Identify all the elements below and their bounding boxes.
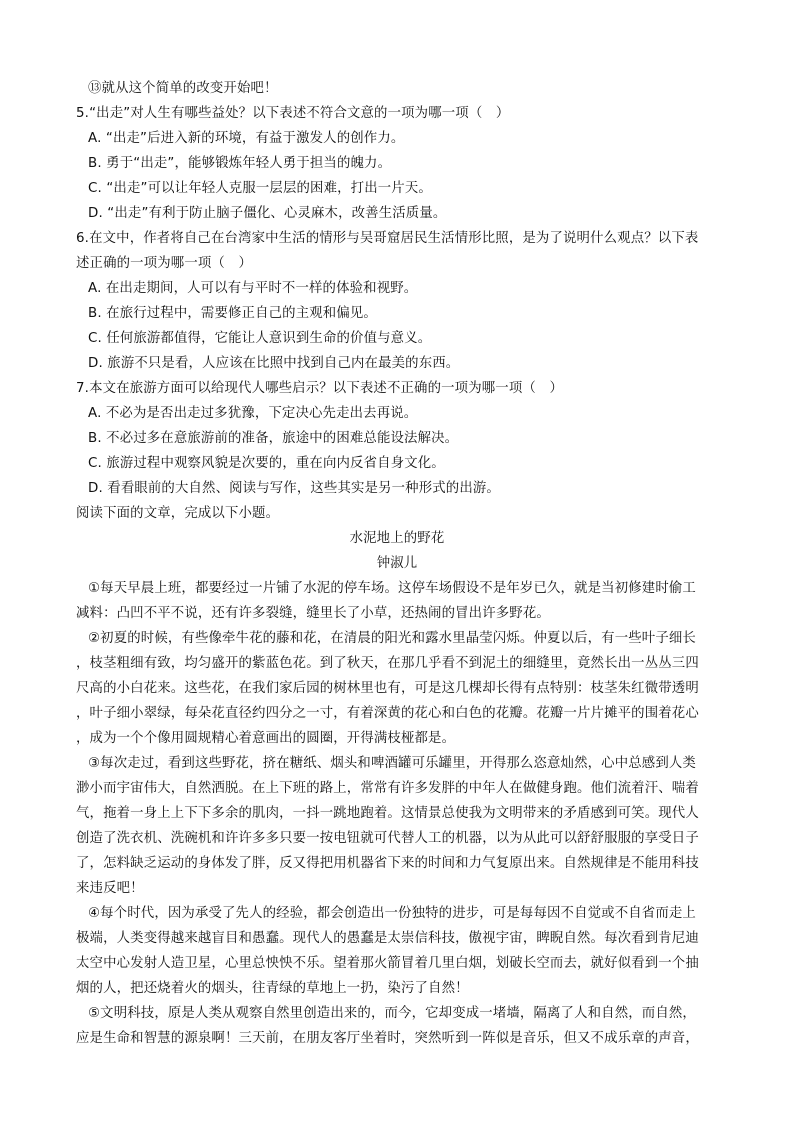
- paragraph-line: 减料：凸凹不平不说，还有许多裂缝，缝里长了小草，还热闹的冒出许多野花。: [76, 606, 550, 621]
- paragraph-line: 尺高的小白花来。这些花，在我们家后园的树林里也有，可是这几棵却长得有点特别：枝茎朱红微带透明: [76, 681, 699, 696]
- question-6-option-a: A. 在出走期间，人可以有与平时不一样的体验和视野。: [88, 281, 418, 296]
- intro-closing-line: ⑬就从这个简单的改变开始吧！: [88, 81, 278, 96]
- question-5-option-c: C. “出走”可以让年轻人克服一层层的困难，打出一片天。: [88, 181, 432, 196]
- article-title: 水泥地上的野花: [349, 531, 445, 546]
- paragraph-line: 太空中心发射人造卫星，心里总怏怏不乐。望着那火箭冒着几里白烟，划破长空而去，就好似看到一个抽: [76, 956, 699, 971]
- question-7-stem: 7.本文在旅游方面可以给现代人哪些启示？以下表述不正确的一项为哪一项（ ）: [76, 381, 563, 396]
- paragraph-line: ①每天早晨上班，都要经过一片铺了水泥的停车场。这停车场假设不是年岁已久，就是当初修建时偷工: [88, 581, 696, 596]
- question-5-option-b: B. 勇于“出走”，能够锻炼年轻人勇于担当的魄力。: [88, 156, 392, 171]
- paragraph-line: 来违反吧！: [76, 881, 144, 896]
- paragraph-line: ，枝茎粗细有致，均匀盛开的紫蓝色花。到了秋天，在那几乎看不到泥土的细缝里，竟然长出一丛丛三四: [76, 656, 699, 671]
- question-7-option-b: B. 不必过多在意旅游前的准备，旅途中的困难总能设法解决。: [88, 431, 459, 446]
- article-author: 钟淑儿: [376, 556, 418, 571]
- paragraph-line: 了，怎料缺乏运动的身体发了胖，反又得把用机器省下来的时间和力气复原出来。自然规律是不能用科技: [76, 856, 699, 871]
- question-5-option-d: D. “出走”有利于防止脑子僵化、心灵麻木，改善生活质量。: [88, 206, 447, 221]
- paragraph-line: ，叶子细小翠绿，每朵花直径约四分之一寸，有着深黄的花心和白色的花瓣。花瓣一片片摊平的围着花心: [76, 706, 699, 721]
- paragraph-line: ，成为一个个像用圆规精心着意画出的圆圈，开得满枝桠都是。: [76, 731, 456, 746]
- question-6-option-b: B. 在旅行过程中，需要修正自己的主观和偏见。: [88, 306, 377, 321]
- paragraph-line: ③每次走过，看到这些野花，挤在糖纸、烟头和啤酒罐可乐罐里，开得那么恣意灿然，心中总感到人类: [88, 756, 696, 771]
- question-7-option-a: A. 不必为是否出走过多犹豫，下定决心先走出去再说。: [88, 406, 418, 421]
- paragraph-line: 渺小而宇宙伟大，自然洒脱。在上下班的路上，常常有许多发胖的中年人在做健身跑。他们流着汗、喘着: [76, 781, 699, 796]
- paragraph-line: 应是生命和智慧的源泉啊！三天前，在朋友客厅坐着时，突然听到一阵似是音乐，但又不成乐章的声音，: [76, 1031, 699, 1046]
- paragraph-line: ④每个时代，因为承受了先人的经验，都会创造出一份独特的进步，可是每每因不自觉或不自省而走上: [88, 906, 696, 921]
- paragraph-line: ⑤文明科技，原是人类从观察自然里创造出来的，而今，它却变成一堵墙，隔离了人和自然，而自然，: [88, 1006, 696, 1021]
- paragraph-line: 气，拖着一身上上下下多余的肌肉，一抖一跳地跑着。这情景总使我为文明带来的矛盾感到可笑。现代人: [76, 806, 699, 821]
- reading-prompt: 阅读下面的文章，完成以下小题。: [76, 506, 280, 521]
- question-6-stem-line-1: 6.在文中，作者将自己在台湾家中生活的情形与吴哥窟居民生活情形比照，是为了说明什么观点？以下表: [76, 231, 699, 246]
- question-7-option-d: D. 看看眼前的大自然、阅读与写作，这些其实是另一种形式的出游。: [88, 481, 500, 496]
- question-5-option-a: A. “出走”后进入新的环境，有益于激发人的创作力。: [88, 131, 405, 146]
- paragraph-line: ②初夏的时候，有些像牵牛花的藤和花，在清晨的阳光和露水里晶莹闪烁。仲夏以后，有一些叶子细长: [88, 631, 696, 646]
- paragraph-line: 创造了洗衣机、洗碗机和许许多多只要一按电钮就可代替人工的机器，以为从此可以舒舒服服的享受日子: [76, 831, 699, 846]
- question-5-stem: 5.“出走”对人生有哪些益处？以下表述不符合文意的一项为哪一项（ ）: [76, 106, 510, 121]
- question-6-option-d: D. 旅游不只是看，人应该在比照中找到自己内在最美的东西。: [88, 356, 460, 371]
- paragraph-line: 烟的人，把还烧着火的烟头，往青绿的草地上一扔，染污了自然！: [76, 981, 469, 996]
- question-7-option-c: C. 旅游过程中观察风貌是次要的，重在向内反省自身文化。: [88, 456, 445, 471]
- question-6-option-c: C. 任何旅游都值得，它能让人意识到生命的价值与意义。: [88, 331, 432, 346]
- question-6-stem-line-2: 述正确的一项为哪一项（ ）: [76, 256, 253, 271]
- paragraph-line: 极端，人类变得越来越盲目和愚蠢。现代人的愚蠢是太崇信科技，傲视宇宙，睥睨自然。每次看到肯尼迪: [76, 931, 699, 946]
